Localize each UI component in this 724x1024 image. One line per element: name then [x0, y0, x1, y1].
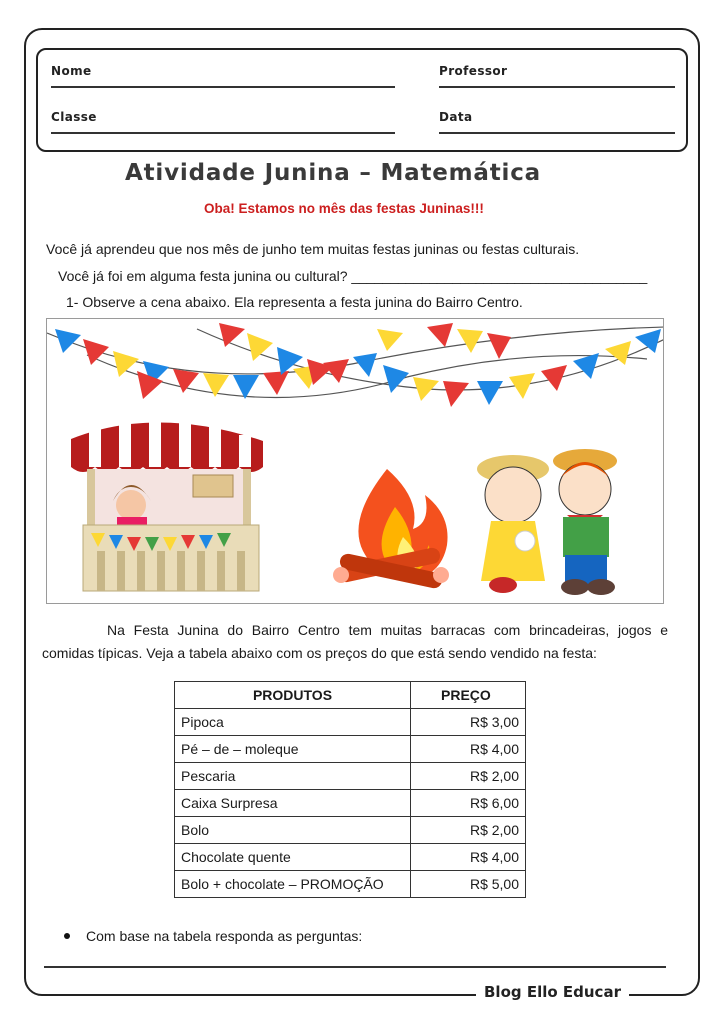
intro-text: Você já aprendeu que nos mês de junho tem muitas festas juninas ou festas culturais. [46, 241, 580, 257]
name-label: Nome [51, 64, 92, 78]
bullet-icon [64, 933, 70, 939]
product-cell: Chocolate quente [175, 844, 411, 871]
bonfire [333, 469, 449, 590]
date-field[interactable] [439, 108, 724, 126]
subtitle: Oba! Estamos no mês das festas Juninas!!! [204, 201, 484, 216]
date-label: Data [439, 110, 473, 124]
price-cell: R$ 4,00 [411, 736, 526, 763]
teacher-field[interactable] [439, 62, 724, 80]
product-cell: Bolo [175, 817, 411, 844]
class-label: Classe [51, 110, 97, 124]
bullet-instruction: Com base na tabela responda as perguntas: [86, 928, 363, 944]
price-cell: R$ 4,00 [411, 844, 526, 871]
header-preco: PREÇO [411, 682, 526, 709]
price-cell: R$ 2,00 [411, 817, 526, 844]
party-question: Você já foi em alguma festa junina ou cultural? ______________________________________ [58, 268, 648, 284]
fair-paragraph [42, 619, 668, 665]
date-line [439, 132, 675, 134]
fair-paragraph-line-2: comidas típicas. Veja a tabela abaixo com os preços do que está sendo vendido na festa: [42, 645, 597, 661]
brand-footer: Blog Ello Educar [476, 983, 629, 1001]
table-row [175, 790, 526, 817]
table-row [175, 736, 526, 763]
class-line [51, 132, 395, 134]
table-row [175, 709, 526, 736]
product-cell: Bolo + chocolate – PROMOÇÃO [175, 871, 411, 898]
teacher-label: Professor [439, 64, 508, 78]
table-row [175, 844, 526, 871]
fair-paragraph-line-1: Na Festa Junina do Bairro Centro tem muitas barracas com brincadeiras, jogos e [107, 622, 668, 638]
page-title: Atividade Junina – Matemática [125, 160, 541, 186]
bunting-string-1 [47, 327, 664, 374]
teacher-line [439, 86, 675, 88]
product-cell: Pé – de – moleque [175, 736, 411, 763]
table-row [175, 817, 526, 844]
product-cell: Caixa Surpresa [175, 790, 411, 817]
header-produtos: PRODUTOS [175, 682, 411, 709]
student-info-box [36, 48, 688, 152]
price-cell: R$ 6,00 [411, 790, 526, 817]
name-line [51, 86, 395, 88]
name-field[interactable] [51, 62, 395, 80]
junina-couple [477, 449, 617, 595]
product-cell: Pescaria [175, 763, 411, 790]
table-row [175, 871, 526, 898]
festa-junina-illustration [46, 318, 664, 604]
bottom-divider [44, 966, 666, 968]
bunting-flags [55, 323, 661, 407]
festa-scene-svg [47, 319, 664, 604]
table-row [175, 763, 526, 790]
price-cell: R$ 2,00 [411, 763, 526, 790]
product-cell: Pipoca [175, 709, 411, 736]
price-table [174, 681, 526, 898]
class-field[interactable] [51, 108, 395, 126]
food-stall [71, 421, 263, 591]
price-cell: R$ 5,00 [411, 871, 526, 898]
price-table-header-row [175, 682, 526, 709]
item-1-instruction: 1- Observe a cena abaixo. Ela representa a festa junina do Bairro Centro. [66, 294, 523, 310]
price-cell: R$ 3,00 [411, 709, 526, 736]
